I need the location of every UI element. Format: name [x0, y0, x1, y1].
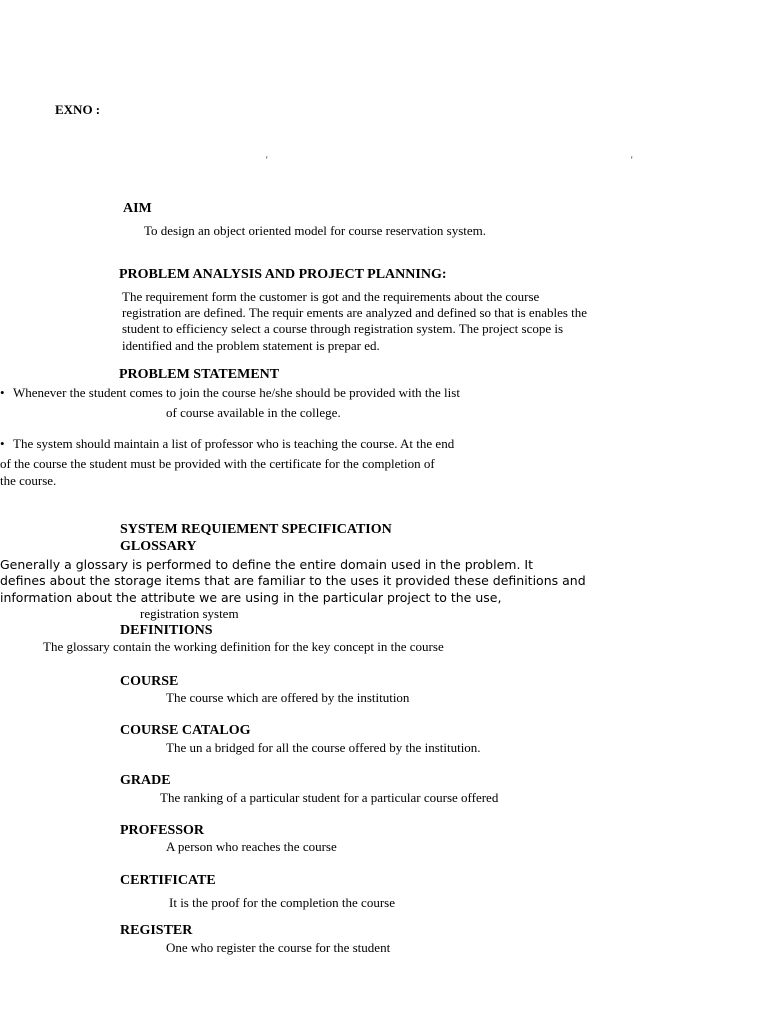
bullet-2-line: The system should maintain a list of professor who is teaching the course. At the end	[13, 436, 455, 451]
definitions-text: The glossary contain the working definition for the key concept in the course	[43, 639, 444, 654]
term-course-catalog-definition: The un a bridged for all the course offered by the institution.	[166, 740, 481, 755]
term-certificate-heading: CERTIFICATE	[120, 873, 216, 888]
term-certificate-definition: It is the proof for the completion the course	[169, 895, 395, 910]
term-professor-definition: A person who reaches the course	[166, 839, 337, 854]
term-grade-definition: The ranking of a particular student for a particular course offered	[160, 790, 499, 805]
aim-heading: AIM	[123, 201, 152, 216]
term-register-heading: REGISTER	[120, 923, 193, 938]
tick-mark-left: '	[266, 155, 268, 165]
definitions-heading: DEFINITIONS	[120, 623, 213, 638]
bullet-1-line: of course available in the college.	[166, 405, 341, 420]
term-professor-heading: PROFESSOR	[120, 823, 205, 838]
problem-analysis-line: registration are defined. The requir ements are analyzed and defined so that is enables the	[122, 305, 588, 320]
bullet-2-symbol: •	[0, 436, 5, 451]
glossary-heading: GLOSSARY	[120, 539, 197, 554]
problem-analysis-line: student to efficiency select a course through registration system. The project scope is	[122, 321, 564, 336]
problem-analysis-heading: PROBLEM ANALYSIS AND PROJECT PLANNING:	[119, 267, 447, 282]
bullet-1-line: Whenever the student comes to join the course he/she should be provided with the list	[13, 385, 460, 400]
bullet-1-symbol: •	[0, 385, 5, 400]
term-course-heading: COURSE	[120, 674, 179, 689]
term-course-catalog-heading: COURSE CATALOG	[120, 723, 251, 738]
bullet-2-line: of the course the student must be provided with the certificate for the completion of	[0, 456, 435, 471]
problem-analysis-line: identified and the problem statement is prepar ed.	[122, 338, 380, 353]
glossary-line: defines about the storage items that are familiar to the uses it provided these definitions and	[0, 573, 586, 588]
srs-heading: SYSTEM REQUIEMENT SPECIFICATION	[120, 522, 392, 537]
glossary-tail: registration system	[140, 606, 239, 621]
glossary-line: Generally a glossary is performed to define the entire domain used in the problem. It	[0, 557, 533, 572]
exno-label: EXNO :	[55, 102, 101, 117]
aim-text: To design an object oriented model for course reservation system.	[144, 223, 487, 238]
term-course-definition: The course which are offered by the institution	[166, 690, 410, 705]
bullet-2-line: the course.	[0, 473, 57, 488]
glossary-line: information about the attribute we are using in the particular project to the use,	[0, 590, 502, 605]
term-grade-heading: GRADE	[120, 773, 171, 788]
tick-mark-right: '	[631, 155, 633, 165]
term-register-definition: One who register the course for the student	[166, 940, 391, 955]
problem-statement-heading: PROBLEM STATEMENT	[119, 367, 280, 382]
problem-analysis-line: The requirement form the customer is got and the requirements about the course	[122, 289, 540, 304]
